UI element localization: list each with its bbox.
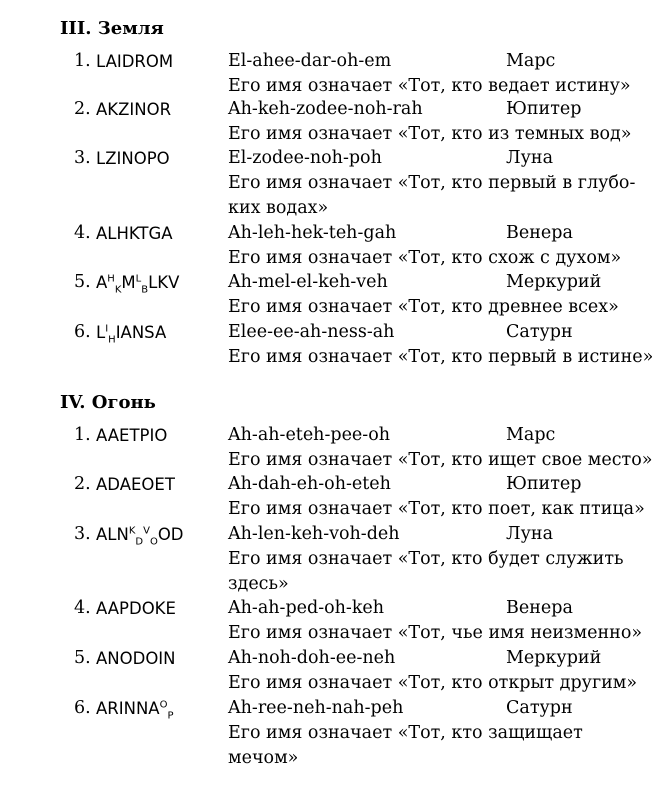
- entry-pronunciation: Ah-noh-doh-ee-neh: [228, 648, 396, 668]
- entry-meaning: Его имя означает «Тот, кто первый в глубо-: [228, 173, 636, 193]
- entry-number: 4.: [74, 598, 91, 618]
- entry-number: 3.: [74, 524, 91, 544]
- entry-pronunciation: El-zodee-noh-poh: [228, 148, 382, 168]
- entry-meaning: Его имя означает «Тот, кто схож с духом»: [228, 248, 622, 268]
- entry-name: $ALN^K_D^V_OOD$: [96, 525, 184, 548]
- entry-planet: Меркурий: [506, 272, 602, 292]
- entry-name: LZINOPO: [96, 149, 170, 168]
- entry-planet: Сатурн: [506, 322, 573, 342]
- entry-planet: Луна: [506, 524, 553, 544]
- entry-number: 3.: [74, 148, 91, 168]
- entry-number: 5.: [74, 648, 91, 668]
- entry-number: 1.: [74, 51, 91, 71]
- entry-pronunciation: Ah-ah-eteh-pee-oh: [228, 425, 391, 445]
- entry-number: 2.: [74, 99, 91, 119]
- entry-number: 1.: [74, 425, 91, 445]
- list-item: [0, 221, 667, 271]
- entry-meaning-continued: мечом»: [228, 748, 299, 768]
- entry-name: $ARINNA^O_P$: [96, 699, 174, 722]
- list-item: [0, 97, 667, 147]
- entry-meaning: Его имя означает «Тот, чье имя неизменно»: [228, 623, 643, 643]
- entry-number: 2.: [74, 474, 91, 494]
- entry-name: LAIDROM: [96, 52, 174, 71]
- entry-name: AAPDOKE: [96, 599, 176, 618]
- section-heading: IV. Огонь: [60, 392, 156, 413]
- entry-name: ALHKTGA: [96, 224, 173, 243]
- entry-pronunciation: Elee-ee-ah-ness-ah: [228, 322, 395, 342]
- list-item: [0, 270, 667, 320]
- list-item: [0, 696, 667, 771]
- entry-meaning: Его имя означает «Тот, кто будет служить: [228, 549, 624, 569]
- entry-planet: Меркурий: [506, 648, 602, 668]
- entry-planet: Юпитер: [506, 474, 582, 494]
- entry-planet: Венера: [506, 223, 573, 243]
- entry-meaning: Его имя означает «Тот, кто поет, как птица»: [228, 499, 645, 519]
- entry-planet: Венера: [506, 598, 573, 618]
- list-item: [0, 146, 667, 221]
- entry-pronunciation: Ah-keh-zodee-noh-rah: [228, 99, 423, 119]
- entry-meaning: Его имя означает «Тот, кто ведает истину»: [228, 76, 631, 96]
- entry-meaning: Его имя означает «Тот, кто первый в истине»: [228, 347, 654, 367]
- entry-number: 4.: [74, 223, 91, 243]
- entry-planet: Луна: [506, 148, 553, 168]
- entry-name: ANODOIN: [96, 649, 176, 668]
- section-heading: III. Земля: [60, 18, 164, 39]
- entry-meaning-continued: здесь»: [228, 574, 289, 594]
- entry-planet: Марс: [506, 51, 556, 71]
- entry-name: ADAEOET: [96, 475, 175, 494]
- entry-number: 5.: [74, 272, 91, 292]
- entry-planet: Марс: [506, 425, 556, 445]
- entry-number: 6.: [74, 698, 91, 718]
- list-item: [0, 472, 667, 522]
- entry-pronunciation: Ah-ah-ped-oh-keh: [228, 598, 385, 618]
- entry-name: AKZINOR: [96, 100, 172, 119]
- entry-name: $A^H_KM^L_BLKV$: [96, 273, 180, 296]
- entry-pronunciation: Ah-dah-eh-oh-eteh: [228, 474, 391, 494]
- list-item: [0, 596, 667, 646]
- entry-pronunciation: Ah-ree-neh-nah-peh: [228, 698, 404, 718]
- entry-meaning: Его имя означает «Тот, кто открыт другим»: [228, 673, 638, 693]
- entry-number: 6.: [74, 322, 91, 342]
- entry-meaning: Его имя означает «Тот, кто защищает: [228, 723, 583, 743]
- list-item: [0, 522, 667, 597]
- entry-planet: Сатурн: [506, 698, 573, 718]
- list-item: [0, 320, 667, 370]
- entry-meaning-continued: ких водах»: [228, 198, 329, 218]
- entry-meaning: Его имя означает «Тот, кто из темных вод»: [228, 124, 632, 144]
- entry-name: $L^I_HIANSA$: [96, 323, 167, 346]
- entry-name: AAETPIO: [96, 426, 168, 445]
- entry-meaning: Его имя означает «Тот, кто древнее всех»: [228, 297, 619, 317]
- entry-pronunciation: Ah-leh-hek-teh-gah: [228, 223, 397, 243]
- entry-pronunciation: Ah-mel-el-keh-veh: [228, 272, 388, 292]
- list-item: [0, 49, 667, 99]
- entry-pronunciation: Ah-len-keh-voh-deh: [228, 524, 400, 544]
- entry-meaning: Его имя означает «Тот, кто ищет свое место»: [228, 450, 653, 470]
- list-item: [0, 423, 667, 473]
- entry-planet: Юпитер: [506, 99, 582, 119]
- entry-pronunciation: El-ahee-dar-oh-em: [228, 51, 392, 71]
- list-item: [0, 646, 667, 696]
